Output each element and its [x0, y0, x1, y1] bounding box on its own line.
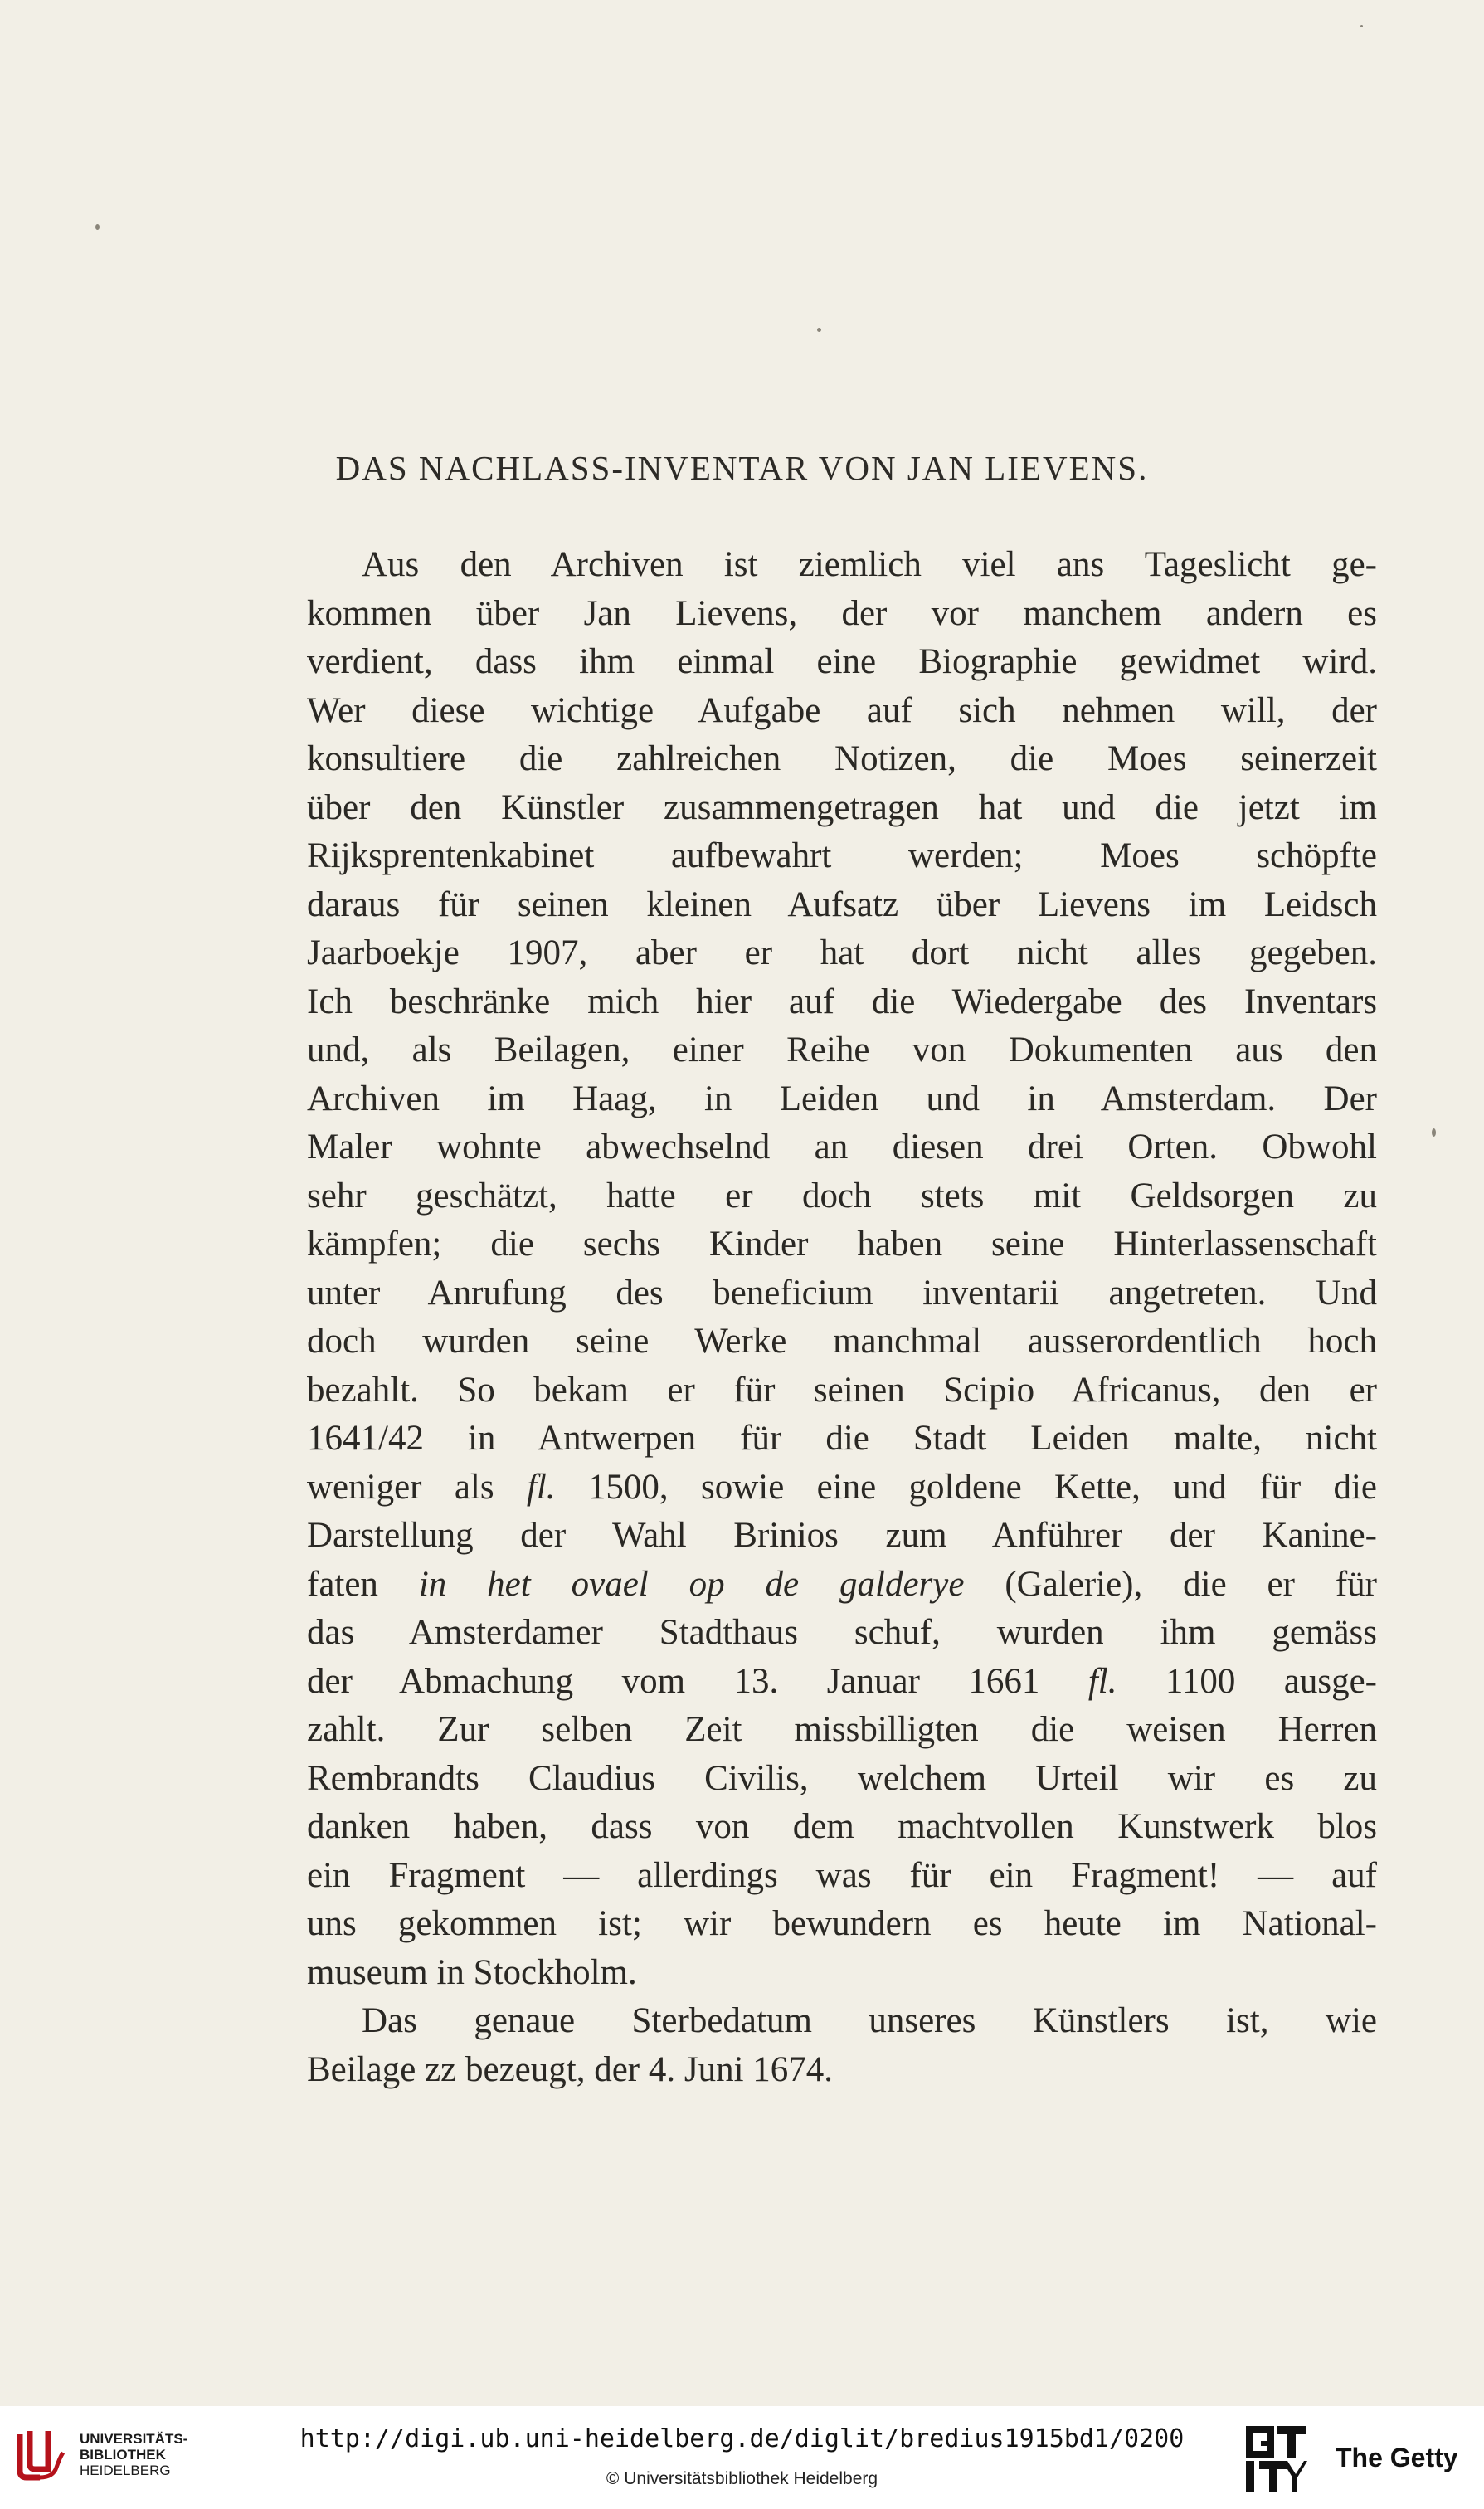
footer-bar [0, 2406, 1484, 2509]
text-line: 1641/42 in Antwerpen für die Stadt Leiden malte, nicht [307, 1419, 1377, 1458]
text-segment: weniger als [307, 1467, 527, 1507]
text-line-with-italic [307, 1658, 1377, 1707]
text-line: Rijksprentenkabinet aufbewahrt werden; Moes schöpfte [307, 836, 1377, 875]
text-segment: (Galerie), die er für [964, 1564, 1377, 1604]
text-line: zahlt. Zur selben Zeit missbilligten die weisen Herren [307, 1710, 1377, 1749]
text-line: Ich beschränke mich hier auf die Wiedergabe des Inventars [307, 982, 1377, 1021]
text-line: verdient, dass ihm einmal eine Biographie gewidmet wird. [307, 642, 1377, 681]
text-line: Maler wohnte abwechselnd an diesen drei Orten. Obwohl [307, 1128, 1377, 1167]
text-line: ein Fragment — allerdings was für ein Fragment! — auf [307, 1855, 1377, 1895]
text-line: Wer diese wichtige Aufgabe auf sich nehmen will, der [307, 690, 1377, 730]
library-name-line: HEIDELBERG [80, 2463, 171, 2478]
body-text [307, 541, 1377, 2094]
text-line: bezahlt. So bekam er für seinen Scipio Africanus, den er [307, 1370, 1377, 1410]
text-line: das Amsterdamer Stadthaus schuf, wurden ihm gemäss [307, 1613, 1377, 1652]
library-name-line: UNIVERSITÄTS- [80, 2431, 188, 2447]
text-line: sehr geschätzt, hatte er doch stets mit Geldsorgen zu [307, 1176, 1377, 1216]
text-line: Jaarboekje 1907, aber er hat dort nicht alles gegeben. [307, 933, 1377, 972]
text-line: uns gekommen ist; wir bewundern es heute im National- [307, 1904, 1377, 1943]
text-line: Beilage zz bezeugt, der 4. Juni 1674. [307, 2049, 834, 2089]
text-line: und, als Beilagen, einer Reihe von Dokumenten aus den [307, 1030, 1377, 1069]
text-line: Darstellung der Wahl Brinios zum Anführer der Kanine- [307, 1516, 1377, 1555]
text-line: danken haben, dass von dem machtvollen Kunstwerk blos [307, 1807, 1377, 1846]
text-line: unter Anrufung des beneficium inventarii angetreten. Und [307, 1273, 1377, 1313]
text-line-with-italic [307, 1464, 1377, 1513]
italic-segment: in het ovael op de galderye [418, 1564, 965, 1604]
text-line-with-italic [307, 1561, 1377, 1610]
italic-segment: fl. [1087, 1661, 1117, 1701]
text-line: kämpfen; die sechs Kinder haben seine Hinterlassenschaft [307, 1225, 1377, 1264]
text-segment: faten [307, 1564, 419, 1604]
text-line: kommen über Jan Lievens, der vor manchem andern es [307, 593, 1377, 633]
copyright-notice: © Universitätsbibliothek Heidelberg [606, 2469, 878, 2488]
text-line: konsultiere die zahlreichen Notizen, die Moes seinerzeit [307, 739, 1377, 778]
text-segment: 1100 ausge- [1117, 1661, 1377, 1701]
text-line: Das genaue Sterbedatum unseres Künstlers ist, wie [362, 2001, 1377, 2040]
text-line: doch wurden seine Werke manchmal ausserordentlich hoch [307, 1322, 1377, 1361]
library-name-line: BIBLIOTHEK [80, 2447, 166, 2463]
getty-logo-icon [1244, 2424, 1307, 2494]
text-line: Aus den Archiven ist ziemlich viel ans Tageslicht ge- [362, 545, 1377, 584]
getty-wordmark: The Getty [1336, 2443, 1458, 2472]
text-segment: der Abmachung vom 13. Januar 1661 [307, 1661, 1088, 1701]
text-line: daraus für seinen kleinen Aufsatz über Lievens im Leidsch [307, 884, 1377, 924]
permalink-url[interactable]: http://digi.ub.uni-heidelberg.de/diglit/bredius1915bd1/0200 [299, 2424, 1185, 2453]
text-line: Archiven im Haag, in Leiden und in Amsterdam. Der [307, 1079, 1377, 1118]
text-line: Rembrandts Claudius Civilis, welchem Urteil wir es zu [307, 1758, 1377, 1798]
text-line: über den Künstler zusammengetragen hat und die jetzt im [307, 787, 1377, 827]
italic-segment: fl. [526, 1467, 556, 1507]
page-title: DAS NACHLASS-INVENTAR VON JAN LIEVENS. [335, 449, 1149, 487]
text-segment: 1500, sowie eine goldene Kette, und für die [555, 1467, 1377, 1507]
text-line: museum in Stockholm. [307, 1952, 637, 1992]
